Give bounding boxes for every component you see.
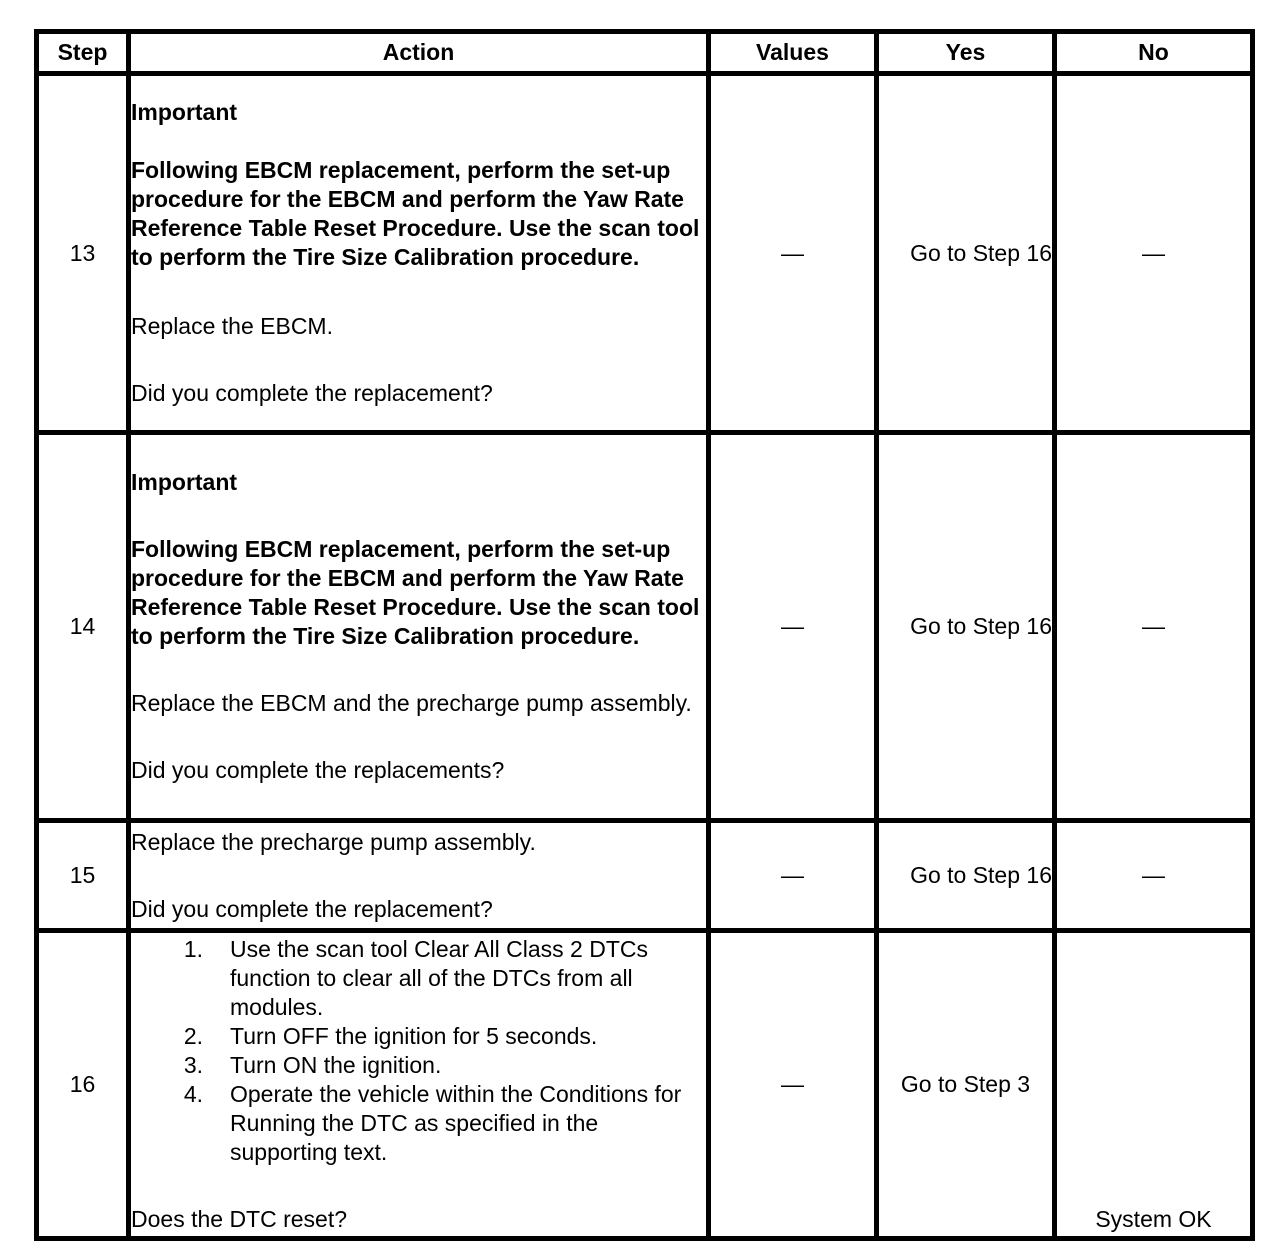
list-item (131, 1051, 706, 1080)
procedure-list (131, 935, 706, 1167)
question-text: Did you complete the replacement? (131, 895, 493, 922)
step-number: 16 (37, 931, 129, 1239)
no-cell: — (1055, 433, 1253, 821)
no-cell: System OK (1055, 931, 1253, 1239)
list-text: Operate the vehicle within the Conditions for Running the DTC as specified in the supporting text. (230, 1081, 682, 1165)
list-text: Turn ON the ignition. (230, 1052, 442, 1078)
header-row (37, 32, 1253, 74)
instruction-text: Replace the EBCM. (131, 313, 333, 339)
header-values: Values (709, 32, 877, 74)
list-number: 4. (183, 1081, 203, 1107)
values-cell: — (709, 74, 877, 433)
question-text: Did you complete the replacement? (131, 380, 493, 406)
question-text: Did you complete the replacements? (131, 757, 505, 783)
yes-cell: Go to Step 16 (877, 74, 1055, 433)
important-note: Following EBCM replacement, perform the set-up procedure for the EBCM and perform the Yaw Rate Reference Table Reset Procedure. Use the scan tool to perform the Tire Size Calibration procedure. (131, 536, 700, 649)
list-item (131, 1080, 706, 1167)
no-cell: — (1055, 821, 1253, 931)
list-text: Turn OFF the ignition for 5 seconds. (230, 1023, 598, 1049)
list-text: Use the scan tool Clear All Class 2 DTCs function to clear all of the DTCs from all modules. (230, 936, 648, 1020)
action-cell (129, 433, 709, 821)
header-yes: Yes (877, 32, 1055, 74)
list-number: 3. (183, 1052, 203, 1078)
list-number: 1. (183, 936, 203, 962)
step-number: 14 (37, 433, 129, 821)
values-cell: — (709, 931, 877, 1239)
important-heading: Important (131, 469, 238, 495)
instruction-text: Replace the precharge pump assembly. (131, 828, 536, 855)
step-number: 13 (37, 74, 129, 433)
list-item (131, 1022, 706, 1051)
header-action: Action (129, 32, 709, 74)
list-item (131, 935, 706, 1022)
question-text: Does the DTC reset? (131, 1206, 348, 1232)
diagnostic-table (34, 29, 1255, 1241)
important-note: Following EBCM replacement, perform the set-up procedure for the EBCM and perform the Yaw Rate Reference Table Reset Procedure. Use the scan tool to perform the Tire Size Calibration procedure. (131, 157, 700, 270)
values-cell: — (709, 433, 877, 821)
action-cell (129, 74, 709, 433)
table-row-step-15 (37, 821, 1253, 931)
instruction-text: Replace the EBCM and the precharge pump assembly. (131, 690, 692, 716)
yes-cell: Go to Step 16 (877, 821, 1055, 931)
action-cell (129, 821, 709, 931)
important-heading: Important (131, 99, 238, 125)
header-no: No (1055, 32, 1253, 74)
yes-cell: Go to Step 16 (877, 433, 1055, 821)
yes-cell: Go to Step 3 (877, 931, 1055, 1239)
step-number: 15 (37, 821, 129, 931)
table-row-step-16 (37, 931, 1253, 1239)
list-number: 2. (183, 1023, 203, 1049)
table-row-step-13 (37, 74, 1253, 433)
table-row-step-14 (37, 433, 1253, 821)
no-cell: — (1055, 74, 1253, 433)
action-cell (129, 931, 709, 1239)
header-step: Step (37, 32, 129, 74)
values-cell: — (709, 821, 877, 931)
